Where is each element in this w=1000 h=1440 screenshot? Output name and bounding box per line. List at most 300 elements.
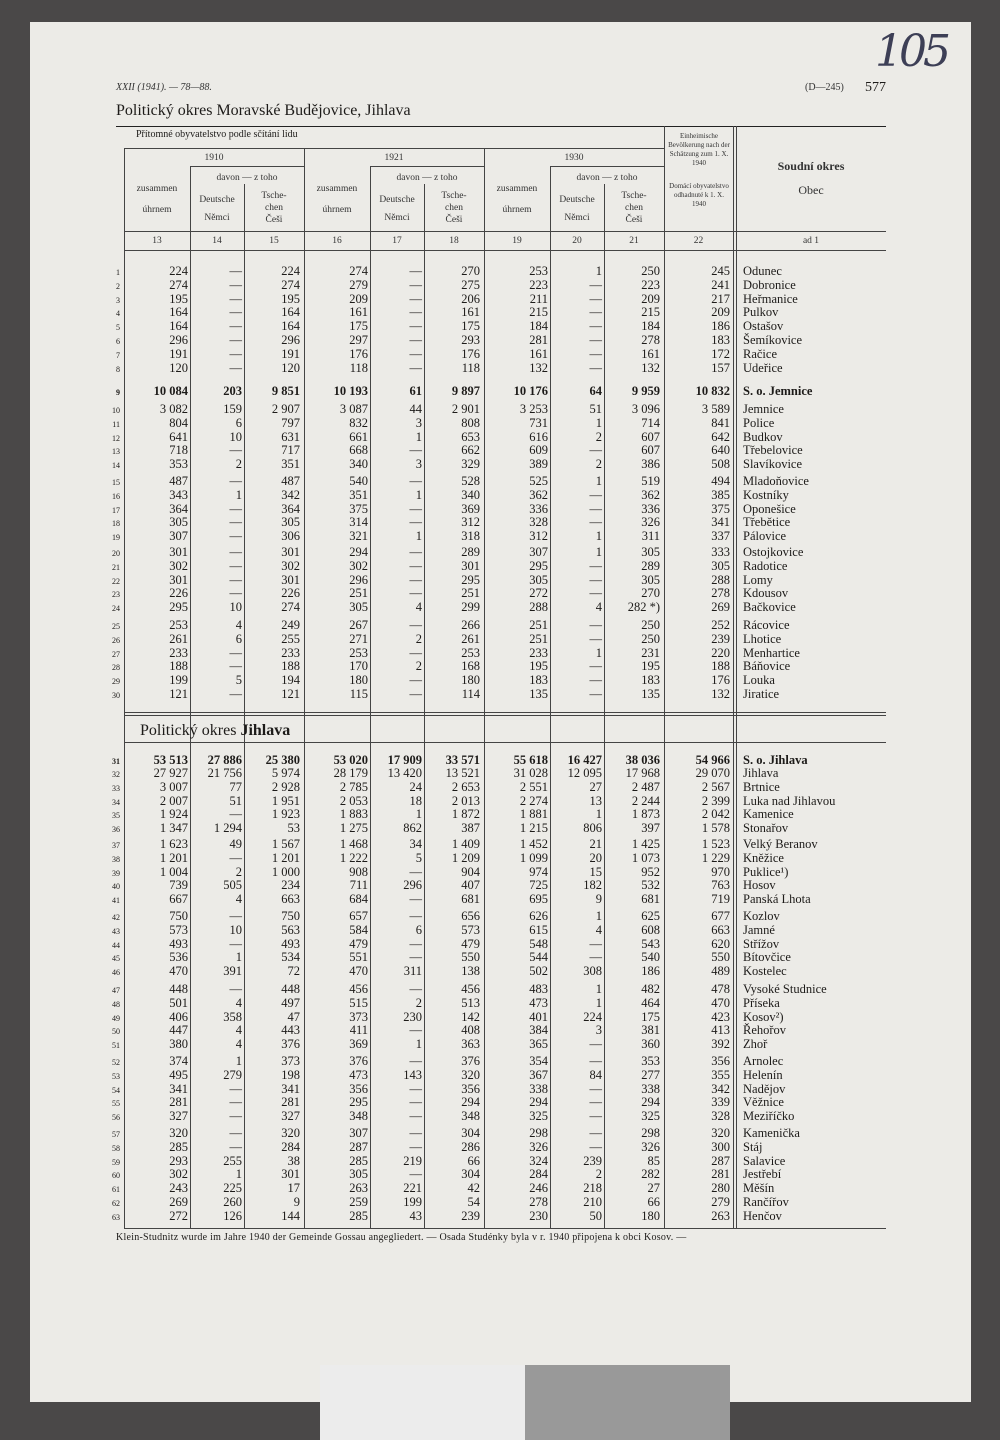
table-cell: — <box>229 443 242 458</box>
table-cell: 250 <box>641 631 660 646</box>
table-cell: 497 <box>281 995 300 1010</box>
table-cell: — <box>589 305 602 320</box>
table-cell: — <box>589 618 602 632</box>
table-row <box>100 474 890 488</box>
row-number: 41 <box>112 896 120 906</box>
table-cell: 252 <box>711 618 730 632</box>
row-number: 30 <box>112 691 120 700</box>
section-rule-c <box>124 742 886 743</box>
table-cell: 270 <box>461 264 480 278</box>
table-cell: 4 <box>595 922 602 937</box>
table-cell: 287 <box>711 1153 730 1168</box>
table-cell: 161 <box>349 305 368 320</box>
municipality-name: Třebelovice <box>743 443 803 458</box>
year-1910: 1910 <box>204 153 224 163</box>
table-row <box>100 937 890 951</box>
table-cell: 342 <box>711 1081 730 1096</box>
table-cell: 182 <box>583 878 602 893</box>
table-cell: 841 <box>711 415 730 430</box>
table-cell: 4 <box>235 1023 242 1038</box>
table-row <box>100 821 890 835</box>
municipality-name: Radotice <box>743 558 788 573</box>
row-number: 4 <box>116 309 120 319</box>
table-cell: 1 923 <box>271 807 300 822</box>
table-cell: 172 <box>711 346 730 361</box>
table-cell: 10 <box>229 429 242 444</box>
table-cell: 2 653 <box>451 779 480 794</box>
row-number: 36 <box>112 825 120 835</box>
table-cell: 270 <box>641 586 660 601</box>
table-cell: — <box>229 264 242 278</box>
table-cell: 215 <box>641 305 660 320</box>
municipality-name: Lhotice <box>743 631 782 646</box>
row-number: 35 <box>112 811 120 821</box>
table-cell: 373 <box>349 1009 368 1024</box>
row-number: 27 <box>112 649 120 659</box>
table-row <box>100 964 890 978</box>
row-number: 52 <box>112 1058 120 1067</box>
table-cell: 302 <box>169 1167 188 1182</box>
table-cell: 411 <box>349 1023 368 1038</box>
table-row <box>100 502 890 516</box>
table-cell: — <box>589 319 602 334</box>
table-cell: — <box>229 659 242 674</box>
section-title-name: Jihlava <box>240 722 291 739</box>
table-cell: 10 <box>229 922 242 937</box>
row-number: 6 <box>116 337 120 346</box>
section-rule-b <box>124 715 886 716</box>
table-cell: 653 <box>461 429 480 444</box>
table-cell: 10 193 <box>333 384 368 398</box>
table-cell: 336 <box>529 501 548 516</box>
table-cell: 2 <box>415 659 422 674</box>
table-cell: 326 <box>641 515 660 530</box>
table-cell: — <box>229 909 242 923</box>
table-cell: 384 <box>529 1023 548 1038</box>
table-cell: 245 <box>711 264 730 278</box>
table-cell: 271 <box>349 631 368 646</box>
table-cell: 280 <box>711 1181 730 1196</box>
row-number: 28 <box>112 663 120 673</box>
table-cell: 302 <box>169 558 188 573</box>
table-cell: 494 <box>711 474 730 488</box>
table-cell: 251 <box>529 631 548 646</box>
municipality-name: Zhoř <box>743 1037 768 1052</box>
table-row <box>100 1109 890 1123</box>
table-cell: 293 <box>169 1153 188 1168</box>
table-cell: 338 <box>641 1081 660 1096</box>
table-cell: 191 <box>169 346 188 361</box>
table-cell: 387 <box>461 821 480 836</box>
table-cell: 365 <box>529 1037 548 1052</box>
table-cell: 305 <box>349 1167 368 1182</box>
table-cell: 327 <box>281 1109 300 1124</box>
table-row <box>100 384 890 398</box>
row-number: 8 <box>116 364 120 374</box>
table-row <box>100 600 890 614</box>
table-cell: — <box>409 864 422 879</box>
table-cell: 1 409 <box>451 837 480 851</box>
table-cell: 326 <box>529 1139 548 1154</box>
table-cell: 657 <box>349 909 368 923</box>
row-number: 3 <box>116 295 120 305</box>
table-cell: 170 <box>349 659 368 674</box>
table-cell: 3 087 <box>339 402 368 416</box>
table-cell: — <box>229 558 242 573</box>
table-cell: — <box>409 277 422 292</box>
column-number: 19 <box>512 236 522 246</box>
table-cell: 1 229 <box>701 850 730 865</box>
row-number: 20 <box>112 549 120 558</box>
table-cell: 375 <box>711 501 730 516</box>
table-cell: 296 <box>281 333 300 347</box>
municipality-name: Střížov <box>743 936 780 951</box>
table-cell: 663 <box>281 892 300 907</box>
table-row <box>100 1010 890 1024</box>
table-cell: 266 <box>461 618 480 632</box>
scan-strip-light <box>320 1365 525 1440</box>
table-cell: — <box>589 291 602 306</box>
table-cell: 223 <box>641 277 660 292</box>
row-number: 32 <box>112 770 120 779</box>
table-cell: 10 084 <box>153 384 188 398</box>
table-cell: 464 <box>641 995 660 1010</box>
table-cell: 681 <box>641 892 660 907</box>
table-cell: — <box>409 305 422 320</box>
column-number: ad 1 <box>802 236 820 246</box>
table-cell: — <box>589 631 602 646</box>
table-cell: 739 <box>169 878 188 893</box>
table-cell: — <box>229 529 242 544</box>
row-number: 13 <box>112 447 120 457</box>
table-cell: 274 <box>349 264 368 278</box>
column-number: 14 <box>212 236 222 246</box>
row-number: 62 <box>112 1199 120 1208</box>
table-cell: 661 <box>349 429 368 444</box>
table-cell: 5 <box>415 850 422 865</box>
davon-1910: davon — z toho <box>216 173 278 183</box>
table-cell: 13 <box>589 793 602 808</box>
table-row <box>100 996 890 1010</box>
table-cell: — <box>589 1081 602 1096</box>
table-cell: 2 013 <box>451 793 480 808</box>
table-cell: 1 275 <box>339 821 368 836</box>
table-cell: — <box>229 645 242 660</box>
table-cell: 1 <box>595 529 602 544</box>
table-cell: 277 <box>641 1067 660 1082</box>
table-row <box>100 1126 890 1140</box>
row-number: 46 <box>112 968 120 978</box>
table-cell: 180 <box>461 673 480 688</box>
municipality-name: Příseka <box>743 995 780 1010</box>
davon-1930: davon — z toho <box>576 173 638 183</box>
table-row <box>100 659 890 673</box>
table-cell: 184 <box>529 319 548 334</box>
table-cell: 337 <box>711 529 730 544</box>
total-cs-1910: úhrnem <box>142 205 172 215</box>
table-cell: 333 <box>711 545 730 559</box>
table-cell: 320 <box>169 1126 188 1140</box>
table-cell: 263 <box>349 1181 368 1196</box>
table-cell: — <box>229 277 242 292</box>
municipality-name: Salavice <box>743 1153 786 1168</box>
table-cell: 294 <box>349 545 368 559</box>
table-cell: 325 <box>529 1109 548 1124</box>
table-cell: 326 <box>641 1139 660 1154</box>
de-de-1921: Deutsche <box>379 195 415 205</box>
table-cell: 305 <box>641 545 660 559</box>
table-cell: 631 <box>281 429 300 444</box>
table-cell: 487 <box>169 474 188 488</box>
table-cell: 339 <box>711 1095 730 1110</box>
table-cell: 135 <box>641 687 660 701</box>
table-cell: — <box>409 936 422 951</box>
table-cell: 501 <box>169 995 188 1010</box>
table-row <box>100 837 890 851</box>
table-cell: 272 <box>169 1208 188 1223</box>
table-cell: — <box>409 360 422 375</box>
table-cell: 18 <box>409 793 422 808</box>
municipality-name: Budkov <box>743 429 783 444</box>
table-row <box>100 305 890 319</box>
table-cell: — <box>589 950 602 965</box>
table-cell: 550 <box>461 950 480 965</box>
table-cell: 479 <box>349 936 368 951</box>
table-row <box>100 1140 890 1154</box>
table-cell: 301 <box>169 545 188 559</box>
table-cell: 293 <box>461 333 480 347</box>
municipality-label: Obec <box>798 183 824 197</box>
row-number: 14 <box>112 461 120 471</box>
table-cell: 515 <box>349 995 368 1010</box>
table-cell: 298 <box>641 1126 660 1140</box>
table-row <box>100 982 890 996</box>
table-cell: 176 <box>349 346 368 361</box>
table-row <box>100 1082 890 1096</box>
table-cell: 343 <box>169 487 188 502</box>
row-number: 34 <box>112 797 120 807</box>
table-cell: 329 <box>461 457 480 472</box>
table-cell: 286 <box>461 1139 480 1154</box>
table-cell: 862 <box>403 821 422 836</box>
table-cell: 479 <box>461 936 480 951</box>
table-cell: 3 <box>415 457 422 472</box>
table-cell: 188 <box>711 659 730 674</box>
municipality-name: Kdousov <box>743 586 789 601</box>
table-cell: 38 <box>287 1153 300 1168</box>
row-number: 18 <box>112 519 120 529</box>
table-cell: 294 <box>529 1095 548 1110</box>
row-number: 17 <box>112 505 120 515</box>
row-number: 15 <box>112 478 120 487</box>
table-cell: 1 <box>595 645 602 660</box>
municipality-name: Šemíkovice <box>743 333 803 347</box>
table-cell: 307 <box>169 529 188 544</box>
table-cell: 301 <box>461 558 480 573</box>
table-cell: 519 <box>641 474 660 488</box>
table-cell: 1 201 <box>271 850 300 865</box>
table-cell: 281 <box>281 1095 300 1110</box>
table-cell: 305 <box>641 572 660 587</box>
table-cell: 397 <box>641 821 660 836</box>
table-cell: 188 <box>169 659 188 674</box>
table-cell: 952 <box>641 864 660 879</box>
table-cell: 1 <box>415 487 422 502</box>
year-1930: 1930 <box>564 153 584 163</box>
table-cell: — <box>229 346 242 361</box>
table-cell: 272 <box>529 586 548 601</box>
table-cell: 1 294 <box>213 821 242 836</box>
table-cell: — <box>589 360 602 375</box>
row-number: 23 <box>112 590 120 600</box>
table-cell: 620 <box>711 936 730 951</box>
table-row <box>100 430 890 444</box>
table-cell: — <box>409 982 422 996</box>
table-cell: 305 <box>281 515 300 530</box>
table-cell: 288 <box>529 600 548 615</box>
row-number: 12 <box>112 433 120 443</box>
davon-rule-2 <box>370 166 484 167</box>
table-cell: 224 <box>583 1009 602 1024</box>
table-cell: 385 <box>711 487 730 502</box>
municipality-name: Panská Lhota <box>743 892 811 907</box>
table-cell: 1 <box>595 264 602 278</box>
table-row <box>100 333 890 347</box>
municipality-name: Stáj <box>743 1139 763 1154</box>
row-number: 19 <box>112 533 120 543</box>
table-cell: 296 <box>349 572 368 587</box>
year-rule <box>124 148 664 149</box>
table-cell: 253 <box>461 645 480 660</box>
table-cell: 3 <box>595 1023 602 1038</box>
municipality-name: Jemnice <box>743 402 784 416</box>
municipality-name: Řehořov <box>743 1023 787 1038</box>
table-cell: 1 951 <box>271 793 300 808</box>
row-number: 49 <box>112 1013 120 1023</box>
table-cell: — <box>589 1054 602 1068</box>
table-cell: 2 567 <box>701 779 730 794</box>
table-cell: 33 571 <box>445 753 480 767</box>
table-cell: 328 <box>711 1109 730 1124</box>
table-cell: 20 <box>589 850 602 865</box>
municipality-name: Kostelec <box>743 964 787 979</box>
row-number: 47 <box>112 986 120 995</box>
table-row <box>100 573 890 587</box>
table-cell: 253 <box>169 618 188 632</box>
cz-de-1910: Tsche-chen <box>261 191 287 213</box>
table-cell: 1 000 <box>271 864 300 879</box>
table-cell: 626 <box>529 909 548 923</box>
table-cell: 51 <box>589 402 602 416</box>
table-cell: 279 <box>349 277 368 292</box>
table-cell: 607 <box>641 443 660 458</box>
table-row <box>100 618 890 632</box>
table-cell: 1 578 <box>701 821 730 836</box>
table-cell: 1 <box>595 807 602 822</box>
table-row <box>100 402 890 416</box>
table-cell: 168 <box>461 659 480 674</box>
table-cell: 358 <box>223 1009 242 1024</box>
footnote: Klein-Studnitz wurde im Jahre 1940 der Gemeinde Gossau angegliedert. — Osada Studénky byla v r. 1940 připojena k obci Kosov. — <box>116 1232 687 1243</box>
table-cell: 10 176 <box>513 384 548 398</box>
table-cell: — <box>589 687 602 701</box>
table-cell: 505 <box>223 878 242 893</box>
table-row <box>100 878 890 892</box>
table-row <box>100 416 890 430</box>
table-cell: 301 <box>281 1167 300 1182</box>
table-cell: 281 <box>529 333 548 347</box>
table-cell: 684 <box>349 892 368 907</box>
table-cell: — <box>409 645 422 660</box>
table-cell: 120 <box>169 360 188 375</box>
table-cell: 328 <box>529 515 548 530</box>
table-cell: 233 <box>281 645 300 660</box>
table-cell: 625 <box>641 909 660 923</box>
row-number: 21 <box>112 562 120 572</box>
municipality-name: Kamenička <box>743 1126 800 1140</box>
table-cell: 351 <box>281 457 300 472</box>
davon-rule-3 <box>550 166 664 167</box>
table-cell: 367 <box>529 1067 548 1082</box>
table-cell: 311 <box>641 529 660 544</box>
table-cell: 285 <box>349 1208 368 1223</box>
table-row <box>100 646 890 660</box>
table-cell: 199 <box>169 673 188 688</box>
table-cell: 3 253 <box>519 402 548 416</box>
table-cell: 180 <box>349 673 368 688</box>
table-cell: 255 <box>223 1153 242 1168</box>
municipality-name: Odunec <box>743 264 782 278</box>
table-cell: 27 <box>647 1181 660 1196</box>
municipality-name: Brtnice <box>743 779 780 794</box>
table-cell: 342 <box>281 487 300 502</box>
table-cell: — <box>589 659 602 674</box>
row-number: 50 <box>112 1027 120 1037</box>
table-cell: 53 513 <box>153 753 188 767</box>
running-head-right: (D—245) <box>805 82 844 93</box>
table-cell: — <box>229 850 242 865</box>
table-cell: 391 <box>223 964 242 979</box>
table-cell: 1 883 <box>339 807 368 822</box>
table-cell: 364 <box>169 501 188 516</box>
table-cell: 17 968 <box>625 766 660 780</box>
table-cell: 64 <box>589 384 602 398</box>
table-cell: 282 <box>641 1167 660 1182</box>
table-cell: — <box>589 487 602 502</box>
table-cell: 51 <box>229 793 242 808</box>
table-cell: 1 <box>415 1037 422 1052</box>
table-cell: 285 <box>169 1139 188 1154</box>
table-cell: 1 <box>235 487 242 502</box>
table-cell: — <box>409 950 422 965</box>
table-cell: 401 <box>529 1009 548 1024</box>
table-cell: 804 <box>169 415 188 430</box>
table-cell: 656 <box>461 909 480 923</box>
table-cell: — <box>409 572 422 587</box>
table-cell: 251 <box>349 586 368 601</box>
table-cell: 320 <box>461 1067 480 1082</box>
table-cell: 294 <box>461 1095 480 1110</box>
table-cell: 321 <box>349 529 368 544</box>
table-cell: 285 <box>349 1153 368 1168</box>
municipality-name: Slavíkovice <box>743 457 803 472</box>
row-number: 44 <box>112 940 120 950</box>
table-cell: — <box>589 1139 602 1154</box>
table-cell: — <box>229 1126 242 1140</box>
table-cell: 456 <box>461 982 480 996</box>
table-cell: 118 <box>461 360 480 375</box>
table-cell: 302 <box>281 558 300 573</box>
